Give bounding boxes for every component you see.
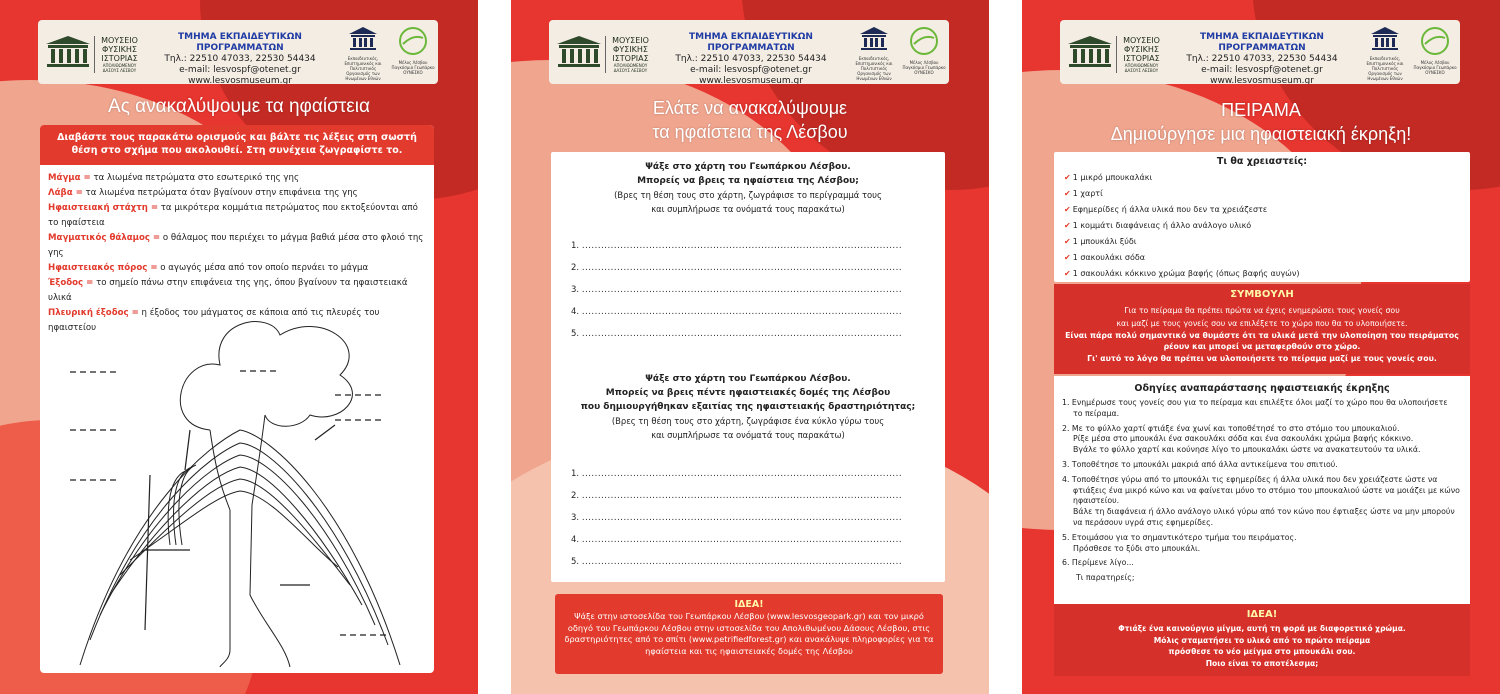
instructions-card (1054, 376, 1470, 604)
definition-item: Μάγμα = τα λιωμένα πετρώματα στο εσωτερικό της γης (48, 173, 299, 183)
material-item: ✔ 1 χαρτί (1064, 189, 1103, 198)
unesco-temple-icon (859, 26, 889, 52)
department-name: ΤΜΗΜΑ ΕΚΠΑΙΔΕΥΤΙΚΩΝ ΠΡΟΓΡΑΜΜΑΤΩΝ (178, 32, 302, 53)
museum-logo-icon (44, 34, 92, 70)
instructions-title: Οδηγίες αναπαράστασης ηφαιστειακής έκρηξης (1134, 383, 1390, 394)
instruction-banner: Διαβάστε τους παρακάτω ορισμούς και βάλτε τις λέξεις στη σωστή θέση στο σχήμα που ακολουθεί. Στη συνέχεια ζωγραφίστε το. (40, 125, 434, 165)
museum-logo-icon (555, 34, 603, 70)
check-icon: ✔ (1064, 189, 1071, 198)
step-item: 4. Τοποθέτησε γύρω από το μπουκάλι τις εφημερίδες ή άλλα υλικά που δεν χρειάζεστε ώστε να φτιάξεις ένα μικρό κώνο και να φαίνεται μόνο το στόμιο του μπουκαλιού ώστε να μοιάζει με κώνο ηφαιστείου. Βάλε τη διαφάνεια ή άλλο ανάλογο υλικό γύρω από τον κώνο που έφτιαξες ώστε να μην μπορούν να περάσουν υγρά στις εφημερίδες. (1062, 474, 1460, 527)
answer-line[interactable]: 5. .................................................................................................... (571, 557, 903, 567)
idea-box: ΙΔΕΑ! Φτιάξε ένα καινούργιο μίγμα, αυτή τη φορά με διαφορετικό χρώμα. Μόλις σταματήσει το υλικό από το πρώτο πείραμα πρόσθεσε το νέο μείγμα στο μπουκάλι σου. Ποιο είναι το αποτέλεσμα; (1054, 604, 1470, 676)
geopark-logo: Μέλος Λέσβου Παγκόσμιο Γεωπάρκο ΟΥΝΕΣΚΟ (901, 26, 947, 82)
contact-info (1160, 32, 1364, 84)
answer-line[interactable]: 1. .................................................................................................... (571, 469, 903, 479)
definition-item: Λάβα = τα λιωμένα πετρώματα όταν βγαίνουν στην επιφάνεια της γης (48, 188, 358, 198)
material-item: ✔ Εφημερίδες ή άλλα υλικά που δεν τα χρειάζεστε (1064, 205, 1268, 214)
definition-item: Ηφαιστειακή στάχτη = τα μικρότερα κομμάτια πετρώματος που εκτοξεύονται από το ηφαίστεια (48, 203, 418, 228)
header-banner (1060, 20, 1460, 84)
question-1: Ψάξε στο χάρτη του Γεωπάρκου Λέσβου. Μπορείς να βρεις τα ηφαίστεια της Λέσβου; (Βρες τη θέση τους στο χάρτη, ζωγράφισε το περίγραμμά τους και συμπλήρωσε τα ονόματά τους παρακάτω) (614, 162, 882, 214)
museum-logo-icon (1066, 34, 1114, 70)
contact-info (649, 32, 853, 84)
email: e-mail: lesvospf@otenet.gr (690, 65, 812, 75)
idea-title: ΙΔΕΑ! (734, 599, 764, 610)
unesco-logo: Εκπαιδευτικός, Επιστημονικός και Πολιτιστικός Οργανισμός των Ηνωμένων Εθνών (338, 26, 388, 82)
worksheet-panel-2 (511, 0, 989, 694)
geopark-globe-icon (1420, 26, 1450, 56)
header-banner (549, 20, 949, 84)
answer-lines-1 (571, 235, 931, 345)
materials-card (1054, 152, 1470, 282)
step-item: 3. Τοποθέτησε το μπουκάλι μακριά από άλλα αντικείμενα του σπιτιού. (1062, 459, 1338, 469)
geopark-logo: Μέλος Λέσβου Παγκόσμιο Γεωπάρκο ΟΥΝΕΣΚΟ (1412, 26, 1458, 82)
check-icon: ✔ (1064, 253, 1071, 262)
worksheet-card (551, 152, 945, 582)
answer-lines-2 (571, 463, 931, 573)
unesco-temple-icon (1370, 26, 1400, 52)
definition-item: Έξοδος = το σημείο πάνω στην επιφάνεια της γης, όπου βγαίνουν τα ηφαιστειακά υλικά (48, 278, 408, 303)
idea-text: Ψάξε στην ιστοσελίδα του Γεωπάρκου Λέσβου (www.lesvosgeopark.gr) και τον μικρό οδηγό του Γεωπάρκου Λέσβου στην ιστοσελίδα του Απολιθωμένου Δάσους Λέσβου, στις δραστηριότητες από το σπίτι (www.petrifiedforest.gr) και ανακάλυψε πληροφορίες για τα ηφαίστεια και τις ηφαιστειακές δομές της Λέσβου (564, 611, 934, 656)
panel-title: Ας ανακαλύψουμε τα ηφαίστεια (108, 96, 370, 117)
idea-box (555, 594, 943, 674)
instructions-list (1054, 396, 1470, 584)
email: e-mail: lesvospf@otenet.gr (1201, 65, 1323, 75)
department-name: ΤΜΗΜΑ ΕΚΠΑΙΔΕΥΤΙΚΩΝ ΠΡΟΓΡΑΜΜΑΤΩΝ (689, 32, 813, 53)
header-banner (38, 20, 438, 84)
volcano-diagram (70, 305, 410, 670)
step-item: 5. Ετοιμάσου για το σημαντικότερο τμήμα του πειράματος. Πρόσθεσε το ξύδι στο μπουκάλι. (1062, 532, 1297, 553)
observation-prompt: Τι παρατηρείς; (1076, 573, 1135, 583)
material-item: ✔ 1 σακουλάκι κόκκινο χρώμα βαφής (όπως βαφής αυγών) (1064, 269, 1300, 278)
definition-item: Πλευρική έξοδος = η έξοδος του μάγματος σε κάποια από τις πλευρές του ηφαιστείου (48, 308, 380, 333)
unesco-temple-icon (348, 26, 378, 52)
phone: Τηλ.: 22510 47033, 22530 54434 (164, 54, 316, 64)
answer-line[interactable]: 5. .................................................................................................... (571, 329, 903, 339)
answer-line[interactable]: 4. .................................................................................................... (571, 535, 903, 545)
geopark-logo: Μέλος Λέσβου Παγκόσμιο Γεωπάρκο ΟΥΝΕΣΚΟ (390, 26, 436, 82)
materials-title: Τι θα χρειαστείς: (1216, 156, 1308, 167)
step-item: 1. Ενημέρωσε τους γονείς σου για το πείραμα και επιλέξτε όλοι μαζί το χώρο που θα υλοποιήσετε το πείραμα. (1062, 398, 1448, 418)
museum-name: ΜΟΥΣΕΙΟ ΦΥΣΙΚΗΣ ΙΣΤΟΡΙΑΣ ΑΠΟΛΙΘΩΜΕΝΟΥ ΔΑΣΟΥΣ ΛΕΣΒΟΥ (1116, 36, 1166, 73)
check-icon: ✔ (1064, 205, 1071, 214)
department-name: ΤΜΗΜΑ ΕΚΠΑΙΔΕΥΤΙΚΩΝ ΠΡΟΓΡΑΜΜΑΤΩΝ (1200, 32, 1324, 53)
question-2: Ψάξε στο χάρτη του Γεωπάρκου Λέσβου. Μπορείς να βρεις πέντε ηφαιστειακές δομές της Λέσβου που δημιουργήθηκαν εξαιτίας της ηφαιστειακής δραστηριότητας; (Βρες τη θέση τους στο χάρτη, ζωγράφισε ένα κύκλο γύρω τους και συμπλήρωσε τα ονόματά τους παρακάτω) (580, 374, 916, 440)
check-icon: ✔ (1064, 173, 1071, 182)
answer-line[interactable]: 2. .................................................................................................... (571, 263, 903, 273)
worksheet-panel-1 (0, 0, 478, 694)
website: www.lesvosmuseum.gr (1210, 76, 1314, 84)
definition-item: Μαγματικός θάλαμος = ο θάλαμος που περιέχει το μάγμα βαθιά μέσα στο φλοιό της γης (48, 233, 424, 258)
definition-item: Ηφαιστειακός πόρος = ο αγωγός μέσα από τον οποίο περνάει το μάγμα (48, 263, 369, 273)
email: e-mail: lesvospf@otenet.gr (179, 65, 301, 75)
unesco-logo: Εκπαιδευτικός, Επιστημονικός και Πολιτιστικός Οργανισμός των Ηνωμένων Εθνών (1360, 26, 1410, 82)
answer-line[interactable]: 3. .................................................................................................... (571, 513, 903, 523)
answer-line[interactable]: 4. .................................................................................................... (571, 307, 903, 317)
geopark-globe-icon (909, 26, 939, 56)
idea-title: ΙΔΕΑ! (1246, 609, 1278, 620)
check-icon: ✔ (1064, 221, 1071, 230)
phone: Τηλ.: 22510 47033, 22530 54434 (1186, 54, 1338, 64)
material-item: ✔ 1 κομμάτι διαφάνειας ή άλλο ανάλογο υλικό (1064, 221, 1252, 230)
website: www.lesvosmuseum.gr (699, 76, 803, 84)
material-item: ✔ 1 μικρό μπουκαλάκι (1064, 173, 1153, 182)
answer-line[interactable]: 2. .................................................................................................... (571, 491, 903, 501)
answer-line[interactable]: 3. .................................................................................................... (571, 285, 903, 295)
geopark-globe-icon (398, 26, 428, 56)
check-icon: ✔ (1064, 269, 1071, 278)
panel-title: ΠΕΙΡΑΜΑ Δημιούργησε μια ηφαιστειακή έκρηξη! (1110, 100, 1412, 144)
material-item: ✔ 1 μπουκάλι ξύδι (1064, 237, 1137, 246)
check-icon: ✔ (1064, 237, 1071, 246)
answer-line[interactable]: 1. .................................................................................................... (571, 241, 903, 251)
step-item: 2. Με το φύλλο χαρτί φτιάξε ένα χωνί και τοποθέτησέ το στο στόμιο του μπουκαλιού. Ρίξε μέσα στο μπουκάλι ένα σακουλάκι σόδα και ένα σακουλάκι χρώμα βαφής κόκκινο. Βγάλε το φύλλο χαρτί και κούνησε λίγο το μπουκαλάκι ώστε να ανακατευτούν τα υλικά. (1062, 423, 1421, 455)
materials-list (1054, 170, 1470, 282)
material-item: ✔ 1 σακουλάκι σόδα (1064, 253, 1146, 262)
unesco-logo: Εκπαιδευτικός, Επιστημονικός και Πολιτιστικός Οργανισμός των Ηνωμένων Εθνών (849, 26, 899, 82)
panel-title: Ελάτε να ανακαλύψουμε τα ηφαίστεια της Λέσβου (652, 98, 848, 142)
worksheet-panel-3 (1022, 0, 1500, 694)
museum-name: ΜΟΥΣΕΙΟ ΦΥΣΙΚΗΣ ΙΣΤΟΡΙΑΣ ΑΠΟΛΙΘΩΜΕΝΟΥ ΔΑΣΟΥΣ ΛΕΣΒΟΥ (94, 36, 144, 73)
website: www.lesvosmuseum.gr (188, 76, 292, 84)
tip-box: ΣΥΜΒΟΥΛΗ Για το πείραμα θα πρέπει πρώτα να έχεις ενημερώσει τους γονείς σου και μαζί με τους γονείς σου να επιλέξετε το χώρο που θα το υλοποιήσετε. Είναι πάρα πολύ σημαντικό να θυμάστε ότι τα υλικά μετά την υλοποίηση του πειράματος ρέουν και μπορεί να μεταφερθούν στο χώρο. Γι' αυτό το λόγο θα πρέπει να υλοποιήσετε το πείραμα μαζί με τους γονείς σου. (1054, 284, 1470, 374)
tip-title: ΣΥΜΒΟΥΛΗ (1230, 289, 1294, 300)
museum-name: ΜΟΥΣΕΙΟ ΦΥΣΙΚΗΣ ΙΣΤΟΡΙΑΣ ΑΠΟΛΙΘΩΜΕΝΟΥ ΔΑΣΟΥΣ ΛΕΣΒΟΥ (605, 36, 655, 73)
contact-info (138, 32, 342, 84)
phone: Τηλ.: 22510 47033, 22530 54434 (675, 54, 827, 64)
step-item: 6. Περίμενε λίγο... (1062, 558, 1134, 568)
worksheet-card (40, 125, 434, 673)
